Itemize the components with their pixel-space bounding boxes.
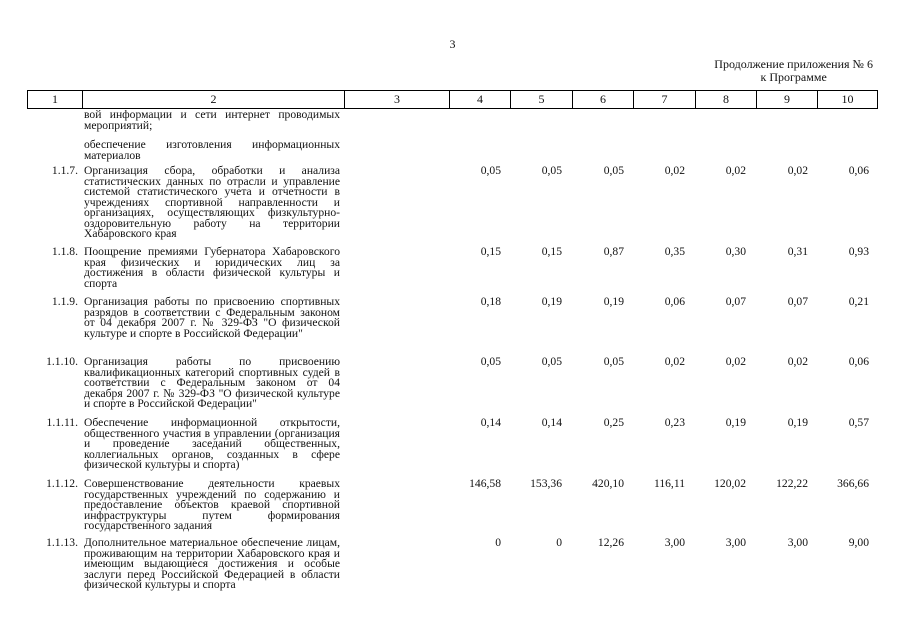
column-header-1: 1 (27, 91, 82, 108)
value-col-6: 0,25 (603, 416, 624, 429)
value-col-7: 0,02 (664, 164, 685, 177)
value-col-10: 366,66 (837, 477, 869, 490)
value-col-9: 3,00 (787, 536, 808, 549)
continuation-line-1: вой информации и сети интернет проводимых мероприятий; (84, 108, 340, 132)
appendix-title (714, 58, 873, 84)
column-header-8: 8 (695, 91, 756, 108)
value-col-8: 0,19 (725, 416, 746, 429)
row-description: Поощрение премиями Губернатора Хабаровского края физических и юридических лиц за достижения в области физической культуры и спорта (84, 245, 340, 290)
value-col-7: 3,00 (664, 536, 685, 549)
row-description: Организация работы по присвоению спортивных разрядов в соответствии с Федеральным законом от 04 декабря 2007 г. № 329-ФЗ "О физической культуре и спорте в Российской Федерации" (84, 295, 340, 340)
row-description: Обеспечение информационной открытости, общественного участия в управлении (организация и проведение заседаний общественных, коллегиальных органов, созданных в сфере физической культуры и спорта) (84, 416, 340, 471)
continuation-line-2: обеспечение изготовления информационных материалов (84, 138, 340, 162)
column-header-5: 5 (510, 91, 572, 108)
value-col-9: 0,19 (787, 416, 808, 429)
value-col-10: 0,57 (848, 416, 869, 429)
value-col-6: 0,19 (603, 295, 624, 308)
value-col-4: 0,15 (480, 245, 501, 258)
value-col-10: 0,21 (848, 295, 869, 308)
value-col-6: 420,10 (592, 477, 624, 490)
value-col-8: 0,02 (725, 355, 746, 368)
row-description: Организация сбора, обработки и анализа статистических данных по отрасли и управление системой статистического учета и отчетности в учреждениях спортивной направленности и организациях, осуществляющих физкультурно-оздоровительную работу на территории Хабаровского края (84, 164, 340, 240)
column-header-2: 2 (82, 91, 344, 108)
value-col-9: 0,31 (787, 245, 808, 258)
value-col-5: 0,15 (541, 245, 562, 258)
value-col-8: 0,02 (725, 164, 746, 177)
value-col-6: 12,26 (597, 536, 624, 549)
value-col-6: 0,05 (603, 164, 624, 177)
column-header-3: 3 (344, 91, 449, 108)
row-description: Дополнительное материальное обеспечение лицам, проживающим на территории Хабаровского края и имеющим выдающиеся достижения и особые заслуги перед Российской Федерацией в области физической культуры и спорта (84, 536, 340, 591)
value-col-10: 0,06 (848, 355, 869, 368)
value-col-7: 116,11 (653, 477, 685, 490)
value-col-4: 146,58 (469, 477, 501, 490)
appendix-line-1: Продолжение приложения № 6 (714, 57, 873, 71)
value-col-5: 0,05 (541, 164, 562, 177)
value-col-4: 0,18 (480, 295, 501, 308)
value-col-4: 0,05 (480, 164, 501, 177)
row-number: 1.1.11. (46, 416, 78, 429)
value-col-7: 0,23 (664, 416, 685, 429)
value-col-5: 0 (556, 536, 562, 549)
column-header-6: 6 (572, 91, 633, 108)
page-number: 3 (449, 37, 456, 51)
value-col-6: 0,05 (603, 355, 624, 368)
value-col-4: 0,05 (480, 355, 501, 368)
value-col-9: 122,22 (776, 477, 808, 490)
value-col-5: 0,19 (541, 295, 562, 308)
row-number: 1.1.8. (51, 245, 78, 258)
column-header-4: 4 (449, 91, 510, 108)
value-col-4: 0 (495, 536, 501, 549)
value-col-10: 0,06 (848, 164, 869, 177)
row-number: 1.1.10. (46, 355, 78, 368)
value-col-7: 0,02 (664, 355, 685, 368)
column-header-9: 9 (756, 91, 817, 108)
value-col-8: 3,00 (725, 536, 746, 549)
value-col-8: 0,30 (725, 245, 746, 258)
value-col-5: 0,14 (541, 416, 562, 429)
row-number: 1.1.9. (51, 295, 78, 308)
column-header-10: 10 (817, 91, 878, 108)
value-col-10: 0,93 (848, 245, 869, 258)
value-col-5: 153,36 (530, 477, 562, 490)
value-col-8: 120,02 (714, 477, 746, 490)
row-description: Совершенствование деятельности краевых государственных учреждений по содержанию и предоставление объектов краевой спортивной инфраструктуры путем формирования государственного задания (84, 477, 340, 532)
row-number: 1.1.12. (46, 477, 78, 490)
column-header-7: 7 (633, 91, 695, 108)
value-col-6: 0,87 (603, 245, 624, 258)
value-col-9: 0,07 (787, 295, 808, 308)
appendix-line-2: к Программе (760, 70, 827, 84)
value-col-10: 9,00 (848, 536, 869, 549)
value-col-7: 0,35 (664, 245, 685, 258)
value-col-9: 0,02 (787, 164, 808, 177)
row-number: 1.1.13. (46, 536, 78, 549)
row-description: Организация работы по присвоению квалификационных категорий спортивных судей в соответствии с Федеральным законом от 04 декабря 2007 г. № 329-ФЗ "О физической культуре и спорте в Российской Федерации" (84, 355, 340, 410)
value-col-4: 0,14 (480, 416, 501, 429)
row-number: 1.1.7. (51, 164, 78, 177)
value-col-5: 0,05 (541, 355, 562, 368)
value-col-7: 0,06 (664, 295, 685, 308)
table-header (27, 90, 878, 109)
value-col-9: 0,02 (787, 355, 808, 368)
value-col-8: 0,07 (725, 295, 746, 308)
